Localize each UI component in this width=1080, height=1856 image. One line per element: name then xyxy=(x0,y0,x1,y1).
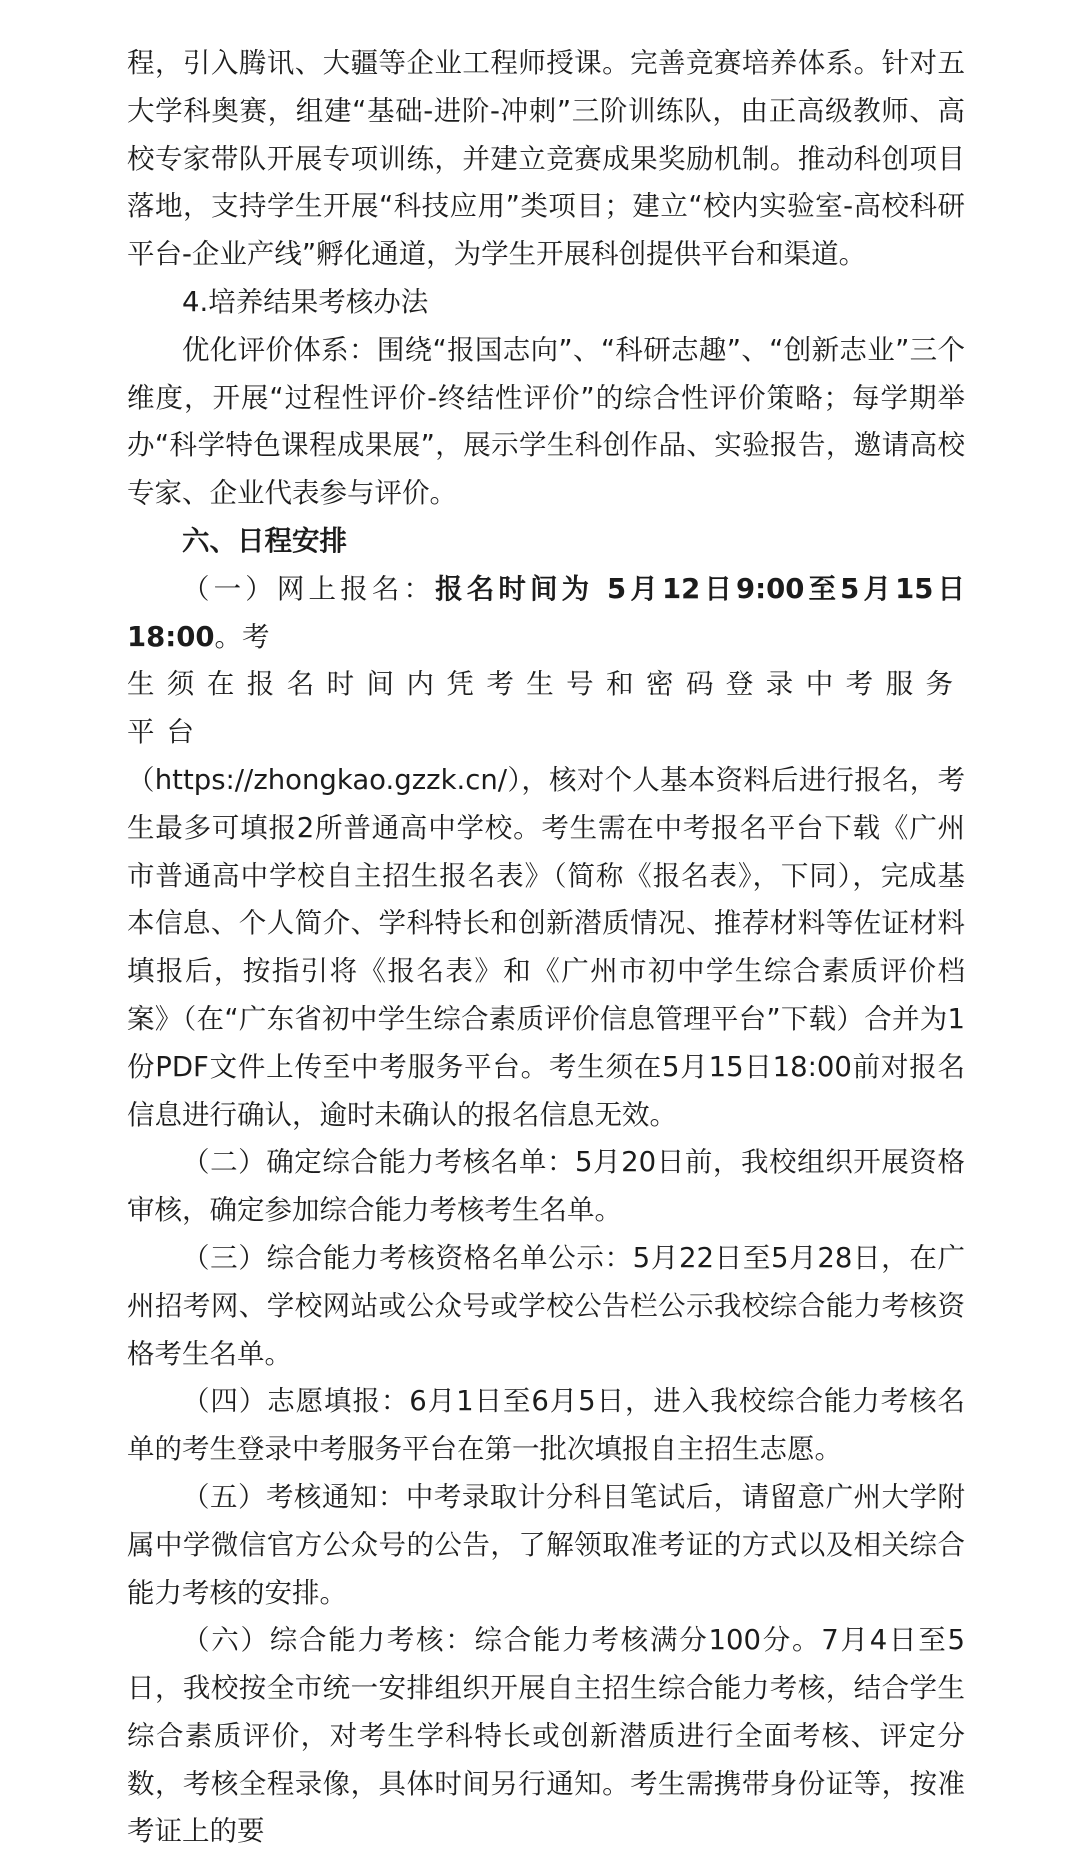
item-1-line2: 生须在报名时间内凭考生号和密码登录中考服务平台 xyxy=(127,668,965,749)
item-1-rest: （https://zhongkao.gzzk.cn/），核对个人基本资料后进行报名，考生最多可填报2所普通高中学校。考生需在中考报名平台下载《广州市普通高中学校自主招生报名表》（简称《报名表》，下同），完成基本信息、个人简介、学科特长和创新潜质情况、推荐材料等佐证材料填报后，按指引将《报名表》和《广州市初中学生综合素质评价档案》（在“广东省初中学生综合素质评价信息管理平台”下载）合并为1份PDF文件上传至中考服务平台。考生须在5月15日18:00前对报名信息进行确认，逾时未确认的报名信息无效。 xyxy=(127,763,965,1131)
item-1-registration-time: 报名时间为 5月12日9:00至5月15日18:00 xyxy=(127,572,966,653)
schedule-item-6: （六）综合能力考核：综合能力考核满分100分。7月4日至5日，我校按全市统一安排组织开展自主招生综合能力考核，结合学生综合素质评价，对考生学科特长或创新潜质进行全面考核、评定分数，考核全程录像，具体时间另行通知。考生需携带身份证等，按准考证上的要 xyxy=(127,1624,965,1848)
intro-paragraph: 程，引入腾讯、大疆等企业工程师授课。完善竞赛培养体系。针对五大学科奥赛，组建“基础-进阶-冲刺”三阶训练队，由正高级教师、高校专家带队开展专项训练，并建立竞赛成果奖励机制。推动科创项目落地，支持学生开展“科技应用”类项目；建立“校内实验室-高校科研平台-企业产线”孵化通道，为学生开展科创提供平台和渠道。 xyxy=(127,47,965,271)
section-4-title: 4.培养结果考核办法 xyxy=(182,285,429,318)
section-6-heading: 六、日程安排 xyxy=(182,524,347,557)
schedule-item-3: （三）综合能力考核资格名单公示：5月22日至5月28日，在广州招考网、学校网站或公众号或学校公告栏公示我校综合能力考核资格考生名单。 xyxy=(127,1241,965,1370)
schedule-item-4: （四）志愿填报：6月1日至6月5日，进入我校综合能力考核名单的考生登录中考服务平台在第一批次填报自主招生志愿。 xyxy=(127,1385,965,1466)
document-body xyxy=(127,40,965,1856)
schedule-item-5: （五）考核通知：中考录取计分科目笔试后，请留意广州大学附属中学微信官方公众号的公告，了解领取准考证的方式以及相关综合能力考核的安排。 xyxy=(127,1480,965,1609)
schedule-item-1 xyxy=(127,566,965,1140)
item-1-line1-rest: 。考 xyxy=(214,620,270,653)
schedule-item-2: （二）确定综合能力考核名单：5月20日前，我校组织开展资格审核，确定参加综合能力考核考生名单。 xyxy=(127,1146,965,1227)
item-1-label: （一）网上报名： xyxy=(182,572,436,605)
section-4-body: 优化评价体系：围绕“报国志向”、“科研志趣”、“创新志业”三个维度，开展“过程性评价-终结性评价”的综合性评价策略；每学期举办“科学特色课程成果展”，展示学生科创作品、实验报告，邀请高校专家、企业代表参与评价。 xyxy=(127,333,965,510)
